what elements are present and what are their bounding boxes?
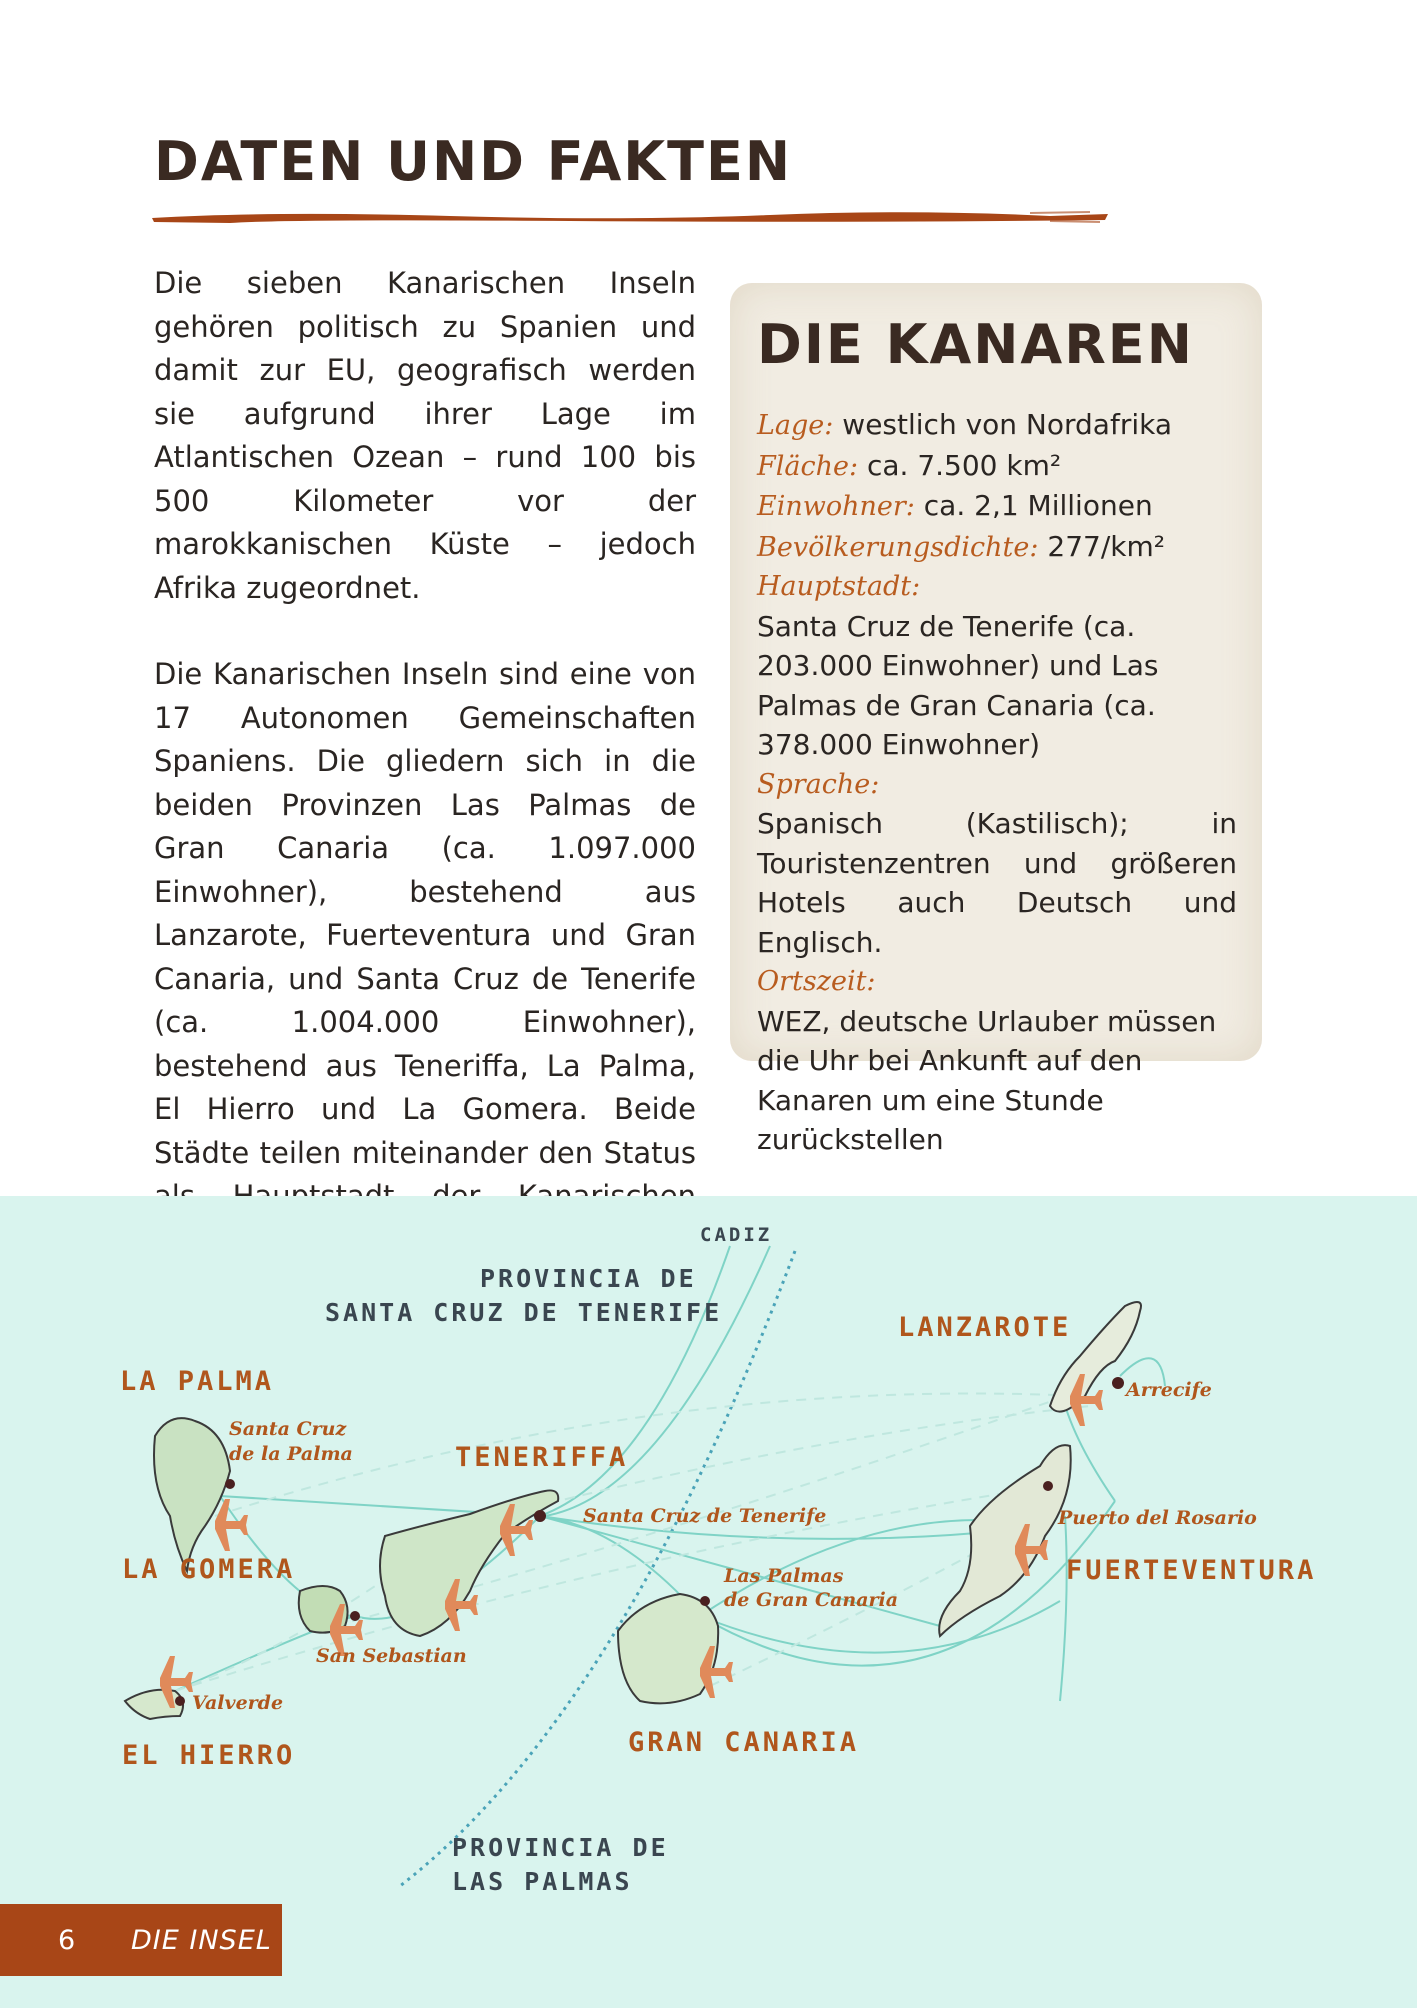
fact-ortszeit-value: WEZ, deutsche Urlauber müssen die Uhr bei Ankunft auf den Kanaren um eine Stunde zurückstellen — [757, 1004, 1217, 1156]
label-province-tenerife-1: PROVINCIA DE — [480, 1264, 697, 1293]
city-santa-cruz-la-palma-2: de la Palma — [229, 1443, 353, 1465]
fact-label: Lage: — [757, 410, 834, 441]
section-title: DIE INSEL — [131, 1925, 272, 1956]
label-teneriffa: TENERIFFA — [455, 1442, 629, 1473]
city-santa-cruz-la-palma-1: Santa Cruz — [229, 1418, 347, 1440]
fact-value: 277/km² — [1038, 529, 1165, 563]
city-san-sebastian: San Sebastian — [316, 1645, 467, 1667]
fact-box-body — [757, 405, 1237, 1160]
label-la-palma: LA PALMA — [120, 1366, 275, 1397]
page-heading: DATEN UND FAKTEN — [154, 130, 793, 193]
fact-value: ca. 7.500 km² — [858, 448, 1062, 482]
fact-lage — [757, 405, 1237, 446]
label-province-laspalmas-1: PROVINCIA DE — [452, 1833, 669, 1862]
fact-label: Ortszeit: — [757, 966, 876, 997]
label-province-tenerife-2: SANTA CRUZ DE TENERIFE — [325, 1298, 723, 1327]
label-el-hierro: EL HIERRO — [122, 1740, 296, 1771]
brush-underline — [150, 207, 1110, 229]
canary-islands-map — [0, 1196, 1417, 2008]
label-gran-canaria: GRAN CANARIA — [628, 1727, 860, 1758]
fact-flaeche — [757, 446, 1237, 487]
fact-value: ca. 2,1 Millionen — [914, 489, 1153, 522]
body-paragraph-1: Die sieben Kanarischen Inseln gehören politisch zu Spanien und damit zur EU, geografisch werden sie aufgrund ihrer Lage im Atlantischen Ozean – rund 100 bis 500 Kilometer vor der marokkanischen Küste – jedoch Afrika zugeordnet. — [154, 266, 696, 605]
fact-sprache-value: Spanisch (Kastilisch); in Touristenzentren und größeren Hotels auch Deutsch und Englisch. — [757, 807, 1237, 959]
fact-label: Sprache: — [757, 768, 880, 800]
city-las-palmas-1: Las Palmas — [724, 1565, 844, 1587]
label-fuerteventura: FUERTEVENTURA — [1066, 1555, 1317, 1586]
fact-label: Hauptstadt: — [757, 571, 921, 602]
fact-dichte — [757, 527, 1237, 568]
label-lanzarote: LANZAROTE — [898, 1312, 1072, 1343]
city-valverde: Valverde — [192, 1692, 284, 1714]
fact-label: Bevölkerungsdichte: — [757, 531, 1039, 563]
label-province-laspalmas-2: LAS PALMAS — [452, 1867, 633, 1896]
city-santa-cruz-tenerife: Santa Cruz de Tenerife — [583, 1505, 827, 1527]
fact-box — [730, 283, 1262, 1156]
fact-hauptstadt-value: Santa Cruz de Tenerife (ca. 203.000 Einwohner) und Las Palmas de Gran Canaria (ca. 378.000 Einwohner) — [757, 609, 1159, 761]
city-arrecife: Arrecife — [1126, 1379, 1212, 1401]
label-cadiz: CADIZ — [700, 1224, 773, 1246]
page-number: 6 — [58, 1925, 76, 1956]
body-text — [154, 262, 696, 1305]
fact-value: westlich von Nordafrika — [833, 408, 1172, 441]
label-la-gomera: LA GOMERA — [122, 1554, 296, 1585]
fact-einwohner — [757, 486, 1237, 527]
fact-box-title: DIE KANAREN — [757, 313, 1194, 376]
fact-label: Fläche: — [757, 450, 859, 482]
body-paragraph-2: Die Kanarischen Inseln sind eine von 17 Autonomen Gemeinschaften Spaniens. Die gliedern sich in die beiden Provinzen Las Palmas de Gran Canaria (ca. 1.097.000 Einwohner), bestehend aus Lanzarote, Fuerteventura und Gran Canaria, und Santa Cruz de Tenerife (ca. 1.004.000 Einwohner), bestehend aus Teneriffa, La Palma, El Hierro und La Gomera. Beide Städte teilen miteinander den Status — [154, 657, 696, 1170]
city-las-palmas-2: de Gran Canaria — [724, 1589, 899, 1611]
city-puerto-del-rosario: Puerto del Rosario — [1058, 1507, 1257, 1529]
fact-label: Einwohner: — [757, 491, 915, 522]
